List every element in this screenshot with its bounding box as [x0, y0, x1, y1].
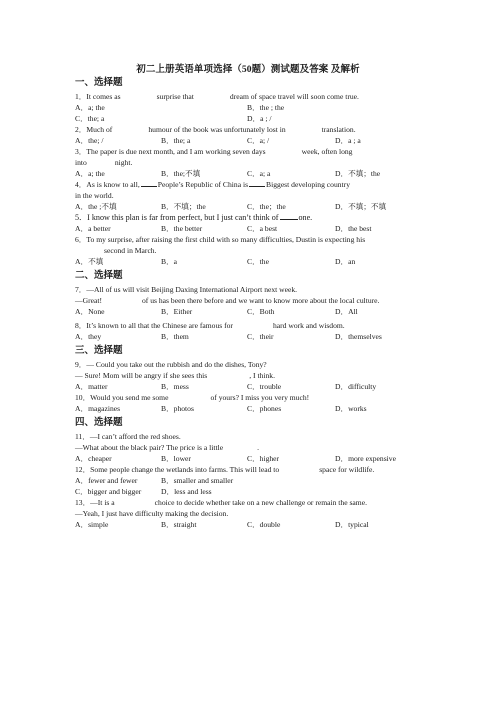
text-q1-D: D．a ; / — [247, 114, 272, 123]
question-8 — [75, 320, 420, 331]
section-heading-3: 三、选择题 — [75, 346, 123, 356]
text-q12-A: A．fewer and fewer — [75, 476, 138, 485]
text-q7-C: C．Both — [247, 307, 275, 316]
text-q1-c: dream of space travel will soon come true. — [229, 92, 359, 101]
text-q12-a: 12．Some people change the wetlands into farms. This will lead to — [75, 465, 280, 474]
question-5-options — [75, 223, 420, 234]
text-q4-A: A．the ;不填 — [75, 202, 117, 211]
question-6 — [75, 234, 420, 245]
text-q1-A: A．a; the — [75, 103, 105, 112]
question-7-options — [75, 306, 420, 317]
text-q12-D: D．less and less — [161, 487, 212, 496]
text-q12-C: C．bigger and bigger — [75, 487, 142, 496]
text-q5-D: D．the best — [335, 224, 372, 233]
question-4 — [75, 179, 420, 190]
text-q11-C: C．higher — [247, 454, 280, 463]
section-heading-4: 四、选择题 — [75, 418, 123, 428]
text-q3-C: C．a; a — [247, 169, 271, 178]
text-q7-B: B．Either — [161, 307, 193, 316]
text-q1-B: B．the ; the — [247, 103, 285, 112]
text-q4-b: People’s Republic of China is — [157, 180, 249, 189]
text-q5-C: C．a best — [247, 224, 278, 233]
text-q10-a: 10．Would you send me some — [75, 393, 169, 402]
text-q11-A: A．cheaper — [75, 454, 112, 463]
text-q10-b: of yours? I miss you very much! — [210, 393, 310, 402]
question-12-options — [75, 475, 420, 486]
text-q4-D: D．不填；不填 — [335, 202, 387, 211]
text-q4-B: B．不填；the — [161, 202, 206, 211]
text-q2-b: humour of the book was unfortunately lost in — [148, 125, 286, 134]
text-q9-a: 9．— Could you take out the rubbish and do the dishes, Tony? — [75, 360, 267, 369]
question-4-options — [75, 201, 420, 212]
text-q11-b2: . — [257, 443, 259, 452]
text-q2-D: D．a ; a — [335, 136, 361, 145]
text-q11-a: 11．—I can’t afford the red shoes. — [75, 432, 181, 441]
question-9-options — [75, 381, 420, 392]
text-q3-D: D．不填；the — [335, 169, 381, 178]
text-q3-A: A．a; the — [75, 169, 105, 178]
text-q4-c: Biggest developing country — [266, 180, 350, 189]
question-10 — [75, 392, 420, 403]
text-q7-b1: —Great! — [75, 296, 102, 305]
text-q8-a: 8．It’s known to all that the Chinese are famous for — [75, 321, 233, 330]
question-6-options — [75, 256, 420, 267]
text-q13-B: B．straight — [161, 520, 197, 529]
text-q1-b: surprise that — [156, 92, 194, 101]
text-q10-B: B．photos — [161, 404, 194, 413]
section-heading-2: 二、选择题 — [75, 271, 123, 281]
text-q6-B: B．a — [161, 257, 178, 266]
text-q9-b1: — Sure! Mom will be angry if she sees this — [75, 371, 208, 380]
question-3-options — [75, 168, 420, 179]
text-q1-a: 1．It comes as — [75, 92, 121, 101]
text-q4-C: C．the；the — [247, 202, 286, 211]
text-q8-A: A．they — [75, 332, 102, 341]
question-2 — [75, 124, 420, 135]
question-1-options — [75, 102, 420, 113]
text-q3-c2: night. — [114, 158, 133, 167]
question-11-options — [75, 453, 420, 464]
text-q6-b: second in March. — [104, 246, 157, 255]
text-q7-D: D．All — [335, 307, 358, 316]
text-q2-c: translation. — [321, 125, 356, 134]
text-q8-B: B．them — [161, 332, 189, 341]
text-q13-D: D．typical — [335, 520, 369, 529]
question-2-options — [75, 135, 420, 146]
text-q1-C: C．the; a — [75, 114, 105, 123]
text-q8-C: C．their — [247, 332, 274, 341]
text-q3-B: B．the;不填 — [161, 169, 201, 178]
text-q5-B: B．the better — [161, 224, 203, 233]
text-q13-a: 13．—It is a — [75, 498, 115, 507]
question-11 — [75, 431, 420, 442]
text-q5-A: A．a better — [75, 224, 111, 233]
text-q8-b: hard work and wisdom. — [272, 321, 345, 330]
text-q2-C: C．a; / — [247, 136, 270, 145]
text-q3-b: week, often long — [301, 147, 353, 156]
text-q9-b2: , I think. — [249, 371, 275, 380]
text-q6-A: A．不填 — [75, 257, 104, 266]
text-q12-B: B．smaller and smaller — [161, 476, 234, 485]
question-12 — [75, 464, 420, 475]
text-q5-b: one. — [298, 213, 313, 222]
question-1 — [75, 91, 420, 102]
text-q2-B: B．the; a — [161, 136, 191, 145]
answer-blank — [249, 179, 265, 187]
text-q13-C: C．double — [247, 520, 281, 529]
answer-blank — [280, 212, 298, 220]
answer-blank — [141, 179, 157, 187]
text-q5-a: 5．I know this plan is far from perfect, but I just can’t think of — [75, 213, 279, 222]
section-heading-1: 一、选择题 — [75, 78, 123, 88]
text-q7-b2: of us has been there before and we want to know more about the local culture. — [142, 296, 380, 305]
text-q13-A: A．simple — [75, 520, 109, 529]
question-13 — [75, 497, 420, 508]
text-q7-a: 7．—All of us will visit Beijing Daxing International Airport next week. — [75, 285, 298, 294]
text-q11-B: B．lower — [161, 454, 191, 463]
page-title: 初二上册英语单项选择（50题）测试题及答案 及解析 — [136, 65, 360, 75]
question-3 — [75, 146, 420, 157]
question-9 — [75, 359, 420, 370]
text-q9-C: C．trouble — [247, 382, 282, 391]
text-q6-a: 6．To my surprise, after raising the first child with so many difficulties, Dustin is expecting his — [75, 235, 366, 244]
question-7 — [75, 284, 420, 295]
text-q4-c2: in the world. — [75, 191, 114, 200]
text-q10-D: D．works — [335, 404, 367, 413]
text-q9-D: D．difficulty — [335, 382, 377, 391]
text-q13-c: —Yeah, I just have difficulty making the decision. — [75, 509, 229, 518]
text-q3-a: 3．The paper is due next month, and I am working seven days — [75, 147, 266, 156]
question-13-options — [75, 519, 420, 530]
question-list — [75, 74, 420, 530]
question-8-options — [75, 331, 420, 342]
text-q6-D: D．an — [335, 257, 356, 266]
text-q9-B: B．mess — [161, 382, 189, 391]
text-q13-b: choice to decide whether take on a new challenge or remain the same. — [154, 498, 367, 507]
text-q10-A: A．magazines — [75, 404, 121, 413]
text-q11-b1: —What about the black pair? The price is a little — [75, 443, 224, 452]
text-q2-a: 2．Much of — [75, 125, 113, 134]
question-10-options — [75, 403, 420, 414]
text-q12-b: space for wildlife. — [319, 465, 375, 474]
text-q2-A: A．the; / — [75, 136, 104, 145]
text-q10-C: C．phones — [247, 404, 282, 413]
text-q6-C: C．the — [247, 257, 269, 266]
text-q9-A: A．matter — [75, 382, 108, 391]
text-q4-a: 4．As is know to all, — [75, 180, 140, 189]
text-q3-c1: into — [75, 158, 87, 167]
text-q8-D: D．themselves — [335, 332, 382, 341]
text-q11-D: D．more expensive — [335, 454, 396, 463]
text-q7-A: A．None — [75, 307, 105, 316]
question-5 — [75, 212, 420, 223]
